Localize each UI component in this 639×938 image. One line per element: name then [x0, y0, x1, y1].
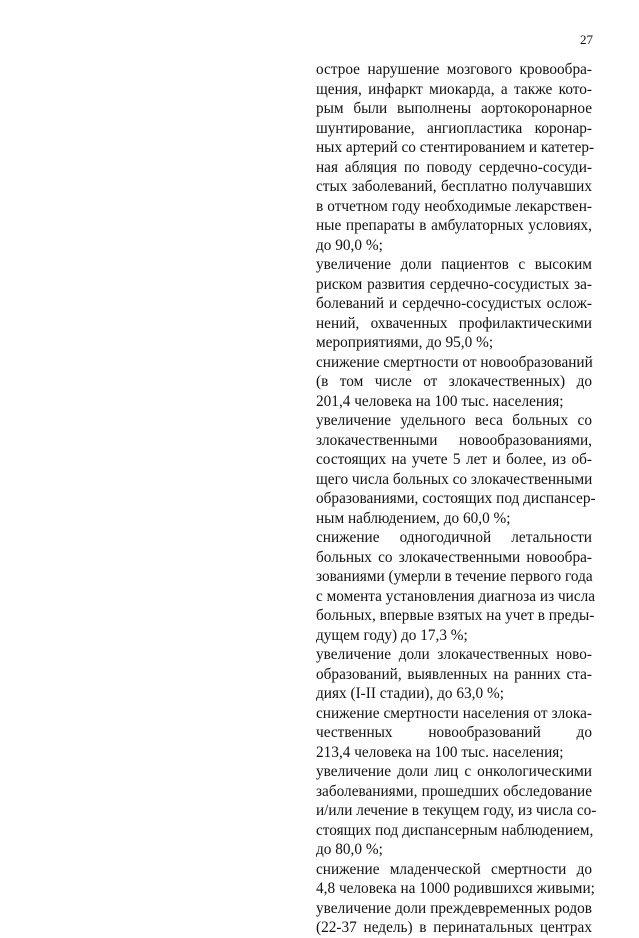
text-line: 4,8 человека на 1000 родившихся живыми;: [316, 880, 595, 897]
text-line: больных со злокачественными новообра-: [316, 548, 592, 566]
text-line: снижение смертности от новообразований: [316, 353, 593, 371]
text-line: ные препараты в амбулаторных условиях,: [316, 217, 592, 234]
body-text: [316, 60, 597, 938]
text-line: больных, впервые взятых на учет в преды-: [316, 607, 595, 624]
text-line: увеличение удельного веса больных со: [316, 412, 592, 429]
text-line: 201,4 человека на 100 тыс. населения;: [316, 392, 564, 410]
text-line: шунтирование, ангиопластика коронар-: [316, 119, 592, 137]
text-line: ным наблюдением, до 60,0 %;: [316, 509, 511, 527]
text-line: зованиями (умерли в течение первого года: [316, 568, 593, 585]
text-line: щения, инфаркт миокарда, а также кото-: [316, 80, 592, 98]
text-line: 213,4 человека на 100 тыс. населения;: [316, 743, 564, 761]
text-line: состоящих на учете 5 лет и более, из об-: [316, 451, 592, 468]
text-line: рым были выполнены аортокоронарное: [316, 100, 592, 117]
text-line: увеличение доли преждевременных родов: [316, 899, 592, 917]
text-line: острое нарушение мозгового кровообра-: [316, 61, 592, 78]
text-line: до 80,0 %;: [316, 841, 383, 858]
text-line: мероприятиями, до 95,0 %;: [316, 334, 494, 351]
text-line: щего числа больных со злокачественными: [316, 470, 593, 488]
text-line: нений, охваченных профилактическими: [316, 314, 592, 332]
text-line: до 90,0 %;: [316, 236, 383, 254]
text-line: ная абляция по поводу сердечно-сосуди-: [316, 158, 592, 176]
text-line: увеличение доли злокачественных ново-: [316, 646, 592, 663]
text-line: и/или лечение в текущем году, из числа со-: [316, 802, 597, 819]
text-line: заболеваниями, прошедших обследование: [316, 782, 592, 800]
text-line: ных артерий со стентированием и катетер-: [316, 139, 595, 156]
text-line: дущем году) до 17,3 %;: [316, 626, 468, 644]
text-line: злокачественными новообразованиями,: [316, 431, 592, 449]
text-line: снижение одногодичной летальности: [316, 529, 592, 546]
page-number: 27: [580, 32, 593, 47]
text-line: болеваний и сердечно-сосудистых ослож-: [316, 295, 592, 312]
text-line: увеличение доли лиц с онкологическими: [316, 763, 592, 780]
text-line: образований, выявленных на ранних ста-: [316, 665, 592, 683]
text-line: увеличение доли пациентов с высоким: [316, 256, 592, 273]
text-line: диях (I-II стадии), до 63,0 %;: [316, 685, 504, 702]
text-line: в отчетном году необходимые лекарствен-: [316, 197, 592, 215]
text-line: снижение младенческой смертности до: [316, 860, 592, 878]
text-line: чественных новообразований до: [316, 724, 592, 741]
text-line: (22-37 недель) в перинатальных центрах: [316, 919, 592, 936]
text-line: (в том числе от злокачественных) до: [316, 373, 592, 390]
text-line: стоящих под диспансерным наблюдением,: [316, 821, 594, 839]
text-line: стых заболеваний, бесплатно получавших: [316, 178, 592, 195]
text-line: с момента установления диагноза из числа: [316, 587, 596, 605]
text-line: образованиями, состоящих под диспансер-: [316, 490, 596, 507]
text-line: снижение смертности населения от злока-: [316, 704, 592, 722]
text-line: риском развития сердечно-сосудистых за-: [316, 275, 592, 293]
